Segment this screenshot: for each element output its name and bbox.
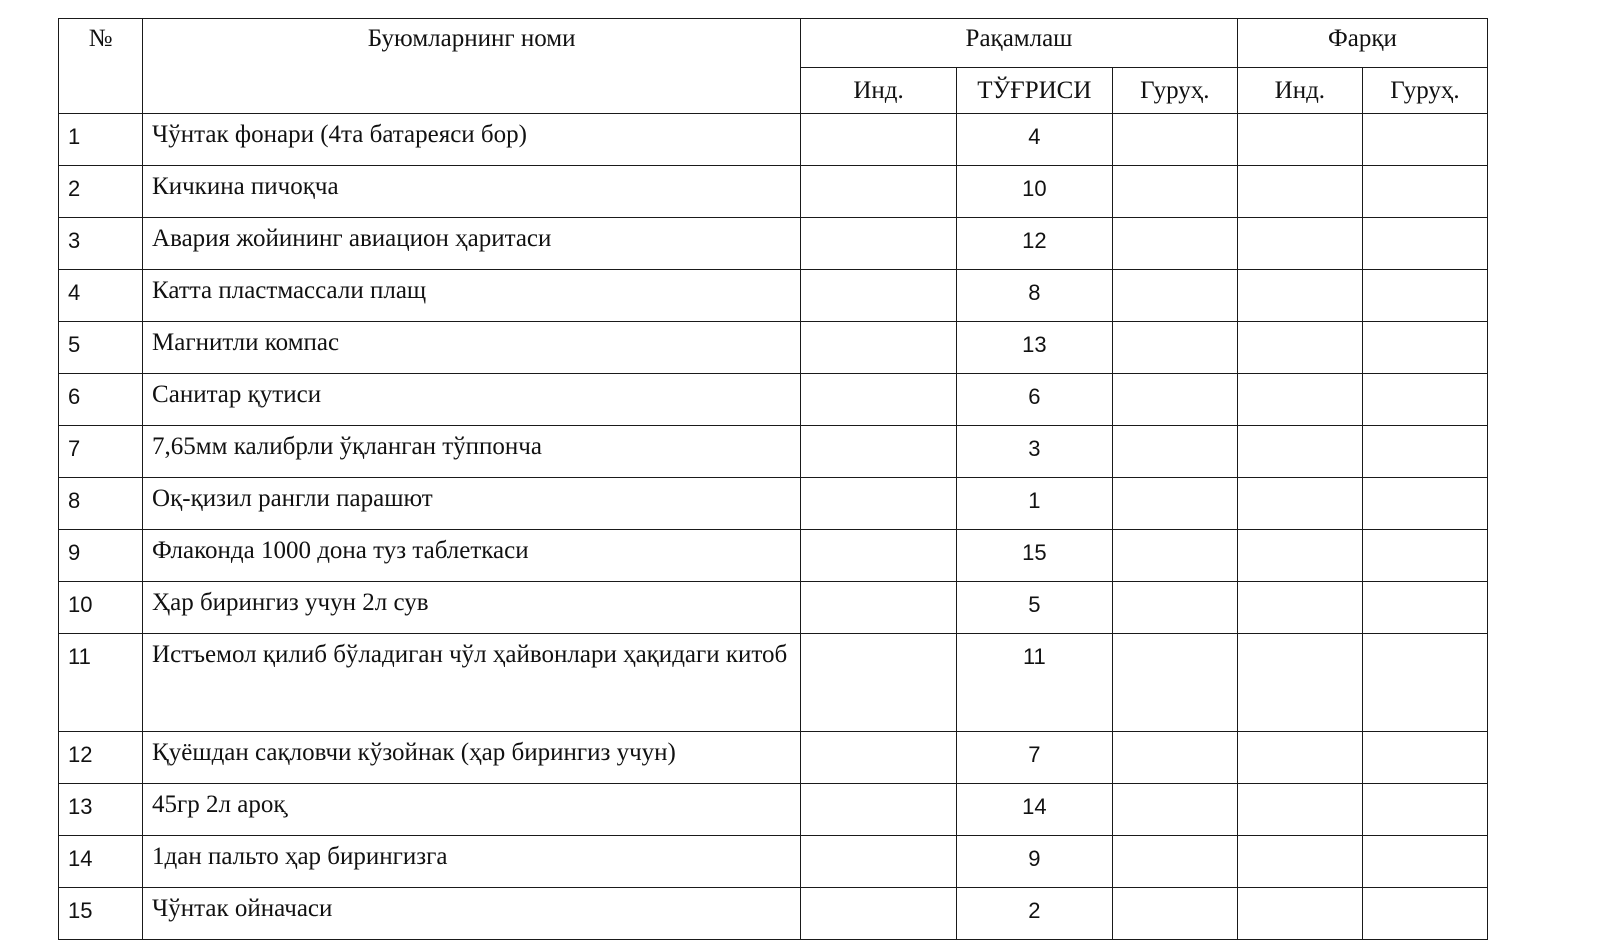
ranking-individual-cell[interactable] [801, 836, 957, 888]
item-name-cell: Чўнтак ойначаси [143, 888, 801, 940]
row-number-cell: 11 [59, 634, 143, 732]
difference-individual-cell[interactable] [1237, 888, 1362, 940]
table-row [59, 374, 1488, 426]
item-name-cell: Қуёшдан сақловчи кўзойнак (ҳар бирингиз учун) [143, 732, 801, 784]
ranking-individual-cell[interactable] [801, 582, 957, 634]
item-name-cell: Истъемол қилиб бўладиган чўл ҳайвонлари ҳақидаги китоб [143, 634, 801, 732]
ranking-group-cell[interactable] [1112, 478, 1237, 530]
column-header-ranking: Рақамлаш [801, 19, 1238, 68]
difference-group-cell[interactable] [1362, 218, 1487, 270]
table-row [59, 732, 1488, 784]
row-number-cell: 15 [59, 888, 143, 940]
ranking-correct-cell: 4 [956, 114, 1112, 166]
table-row [59, 784, 1488, 836]
ranking-correct-cell: 12 [956, 218, 1112, 270]
table-row [59, 634, 1488, 732]
item-name-cell: Ҳар бирингиз учун 2л сув [143, 582, 801, 634]
item-name-cell: Кичкина пичоқча [143, 166, 801, 218]
difference-individual-cell[interactable] [1237, 836, 1362, 888]
difference-group-cell[interactable] [1362, 114, 1487, 166]
ranking-group-cell[interactable] [1112, 888, 1237, 940]
row-number-cell: 3 [59, 218, 143, 270]
row-number-cell: 2 [59, 166, 143, 218]
ranking-group-cell[interactable] [1112, 634, 1237, 732]
item-name-cell: Флаконда 1000 дона туз таблеткаси [143, 530, 801, 582]
ranking-individual-cell[interactable] [801, 530, 957, 582]
ranking-correct-cell: 9 [956, 836, 1112, 888]
column-header-ranking-individual: Инд. [801, 68, 957, 114]
table-row [59, 322, 1488, 374]
item-name-cell: Катта пластмассали плащ [143, 270, 801, 322]
difference-group-cell[interactable] [1362, 478, 1487, 530]
item-name-cell: Оқ-қизил рангли парашют [143, 478, 801, 530]
item-name-cell: Чўнтак фонари (4та батареяси бор) [143, 114, 801, 166]
ranking-individual-cell[interactable] [801, 732, 957, 784]
ranking-individual-cell[interactable] [801, 888, 957, 940]
column-header-item-name: Буюмларнинг номи [143, 19, 801, 114]
difference-group-cell[interactable] [1362, 634, 1487, 732]
ranking-correct-cell: 13 [956, 322, 1112, 374]
ranking-correct-cell: 6 [956, 374, 1112, 426]
difference-individual-cell[interactable] [1237, 270, 1362, 322]
item-name-cell: Авария жойининг авиацион ҳаритаси [143, 218, 801, 270]
difference-individual-cell[interactable] [1237, 732, 1362, 784]
ranking-individual-cell[interactable] [801, 322, 957, 374]
table-row [59, 478, 1488, 530]
row-number-cell: 8 [59, 478, 143, 530]
item-name-cell: 7,65мм калибрли ўқланган тўппонча [143, 426, 801, 478]
table-row [59, 582, 1488, 634]
item-name-cell: Санитар қутиси [143, 374, 801, 426]
table-row [59, 530, 1488, 582]
row-number-cell: 5 [59, 322, 143, 374]
difference-individual-cell[interactable] [1237, 582, 1362, 634]
row-number-cell: 13 [59, 784, 143, 836]
ranking-individual-cell[interactable] [801, 374, 957, 426]
ranking-correct-cell: 11 [956, 634, 1112, 732]
ranking-group-cell[interactable] [1112, 582, 1237, 634]
item-name-cell: 45гр 2л арок̧ [143, 784, 801, 836]
difference-individual-cell[interactable] [1237, 478, 1362, 530]
difference-individual-cell[interactable] [1237, 218, 1362, 270]
difference-group-cell[interactable] [1362, 166, 1487, 218]
ranking-worksheet [58, 18, 1488, 940]
ranking-correct-cell: 5 [956, 582, 1112, 634]
header-row-top [59, 19, 1488, 68]
row-number-cell: 14 [59, 836, 143, 888]
difference-group-cell[interactable] [1362, 270, 1487, 322]
column-header-ranking-correct: ТЎҒРИСИ [956, 68, 1112, 114]
row-number-cell: 7 [59, 426, 143, 478]
ranking-correct-cell: 7 [956, 732, 1112, 784]
column-header-number: № [59, 19, 143, 114]
difference-group-cell[interactable] [1362, 426, 1487, 478]
ranking-group-cell[interactable] [1112, 114, 1237, 166]
column-header-difference: Фарқи [1237, 19, 1487, 68]
ranking-group-cell[interactable] [1112, 784, 1237, 836]
table-row [59, 888, 1488, 940]
column-header-ranking-group: Гуруҳ. [1112, 68, 1237, 114]
difference-group-cell[interactable] [1362, 374, 1487, 426]
difference-group-cell[interactable] [1362, 836, 1487, 888]
row-number-cell: 6 [59, 374, 143, 426]
ranking-individual-cell[interactable] [801, 218, 957, 270]
ranking-individual-cell[interactable] [801, 114, 957, 166]
ranking-group-cell[interactable] [1112, 836, 1237, 888]
table-row [59, 836, 1488, 888]
difference-group-cell[interactable] [1362, 322, 1487, 374]
table-row [59, 166, 1488, 218]
difference-group-cell[interactable] [1362, 530, 1487, 582]
column-header-difference-group: Гуруҳ. [1362, 68, 1487, 114]
ranking-individual-cell[interactable] [801, 478, 957, 530]
ranking-group-cell[interactable] [1112, 270, 1237, 322]
ranking-group-cell[interactable] [1112, 218, 1237, 270]
row-number-cell: 4 [59, 270, 143, 322]
ranking-individual-cell[interactable] [801, 270, 957, 322]
table-row [59, 426, 1488, 478]
ranking-correct-cell: 10 [956, 166, 1112, 218]
difference-individual-cell[interactable] [1237, 114, 1362, 166]
ranking-group-cell[interactable] [1112, 166, 1237, 218]
table-row [59, 218, 1488, 270]
ranking-group-cell[interactable] [1112, 322, 1237, 374]
ranking-correct-cell: 3 [956, 426, 1112, 478]
row-number-cell: 10 [59, 582, 143, 634]
ranking-individual-cell[interactable] [801, 426, 957, 478]
ranking-correct-cell: 15 [956, 530, 1112, 582]
ranking-group-cell[interactable] [1112, 530, 1237, 582]
row-number-cell: 12 [59, 732, 143, 784]
difference-individual-cell[interactable] [1237, 426, 1362, 478]
table-body [59, 114, 1488, 940]
ranking-correct-cell: 8 [956, 270, 1112, 322]
difference-group-cell[interactable] [1362, 784, 1487, 836]
difference-individual-cell[interactable] [1237, 166, 1362, 218]
row-number-cell: 1 [59, 114, 143, 166]
difference-individual-cell[interactable] [1237, 784, 1362, 836]
item-name-cell: 1дан пальто ҳар бирингизга [143, 836, 801, 888]
ranking-individual-cell[interactable] [801, 166, 957, 218]
item-name-cell: Магнитли компас [143, 322, 801, 374]
difference-individual-cell[interactable] [1237, 530, 1362, 582]
ranking-group-cell[interactable] [1112, 374, 1237, 426]
difference-individual-cell[interactable] [1237, 322, 1362, 374]
difference-individual-cell[interactable] [1237, 634, 1362, 732]
table-row [59, 270, 1488, 322]
ranking-correct-cell: 1 [956, 478, 1112, 530]
table-row [59, 114, 1488, 166]
row-number-cell: 9 [59, 530, 143, 582]
difference-group-cell[interactable] [1362, 582, 1487, 634]
items-ranking-table [58, 18, 1488, 940]
ranking-correct-cell: 14 [956, 784, 1112, 836]
difference-group-cell[interactable] [1362, 888, 1487, 940]
ranking-individual-cell[interactable] [801, 634, 957, 732]
ranking-group-cell[interactable] [1112, 426, 1237, 478]
ranking-individual-cell[interactable] [801, 784, 957, 836]
ranking-correct-cell: 2 [956, 888, 1112, 940]
difference-group-cell[interactable] [1362, 732, 1487, 784]
ranking-group-cell[interactable] [1112, 732, 1237, 784]
column-header-difference-individual: Инд. [1237, 68, 1362, 114]
difference-individual-cell[interactable] [1237, 374, 1362, 426]
